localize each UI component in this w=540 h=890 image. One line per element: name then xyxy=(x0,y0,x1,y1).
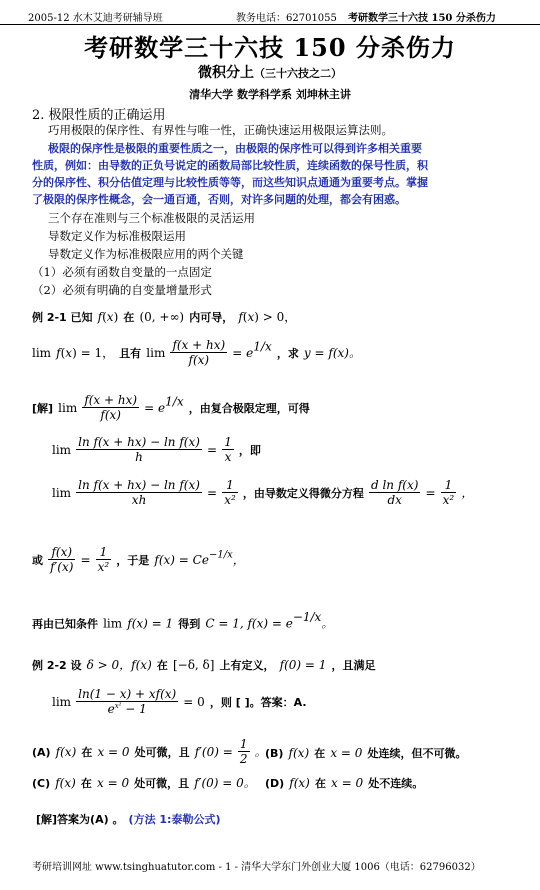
answer-text: [解]答案为(A) 。 xyxy=(36,813,124,826)
text-fragment: ，则 [ ]。答案：A. xyxy=(209,696,307,709)
text-fragment: 上有定义， xyxy=(219,659,275,672)
numerator: 1 xyxy=(96,545,112,560)
text-fragment: ，即 xyxy=(238,444,261,457)
intro-paragraph: 巧用极限的保序性、有界性与唯一性，正确快速运用极限运算法则。 xyxy=(48,123,393,137)
numerator: ln f(x + hx) − ln f(x) xyxy=(78,435,200,449)
fraction xyxy=(76,687,178,716)
formula: ( xyxy=(242,310,248,324)
formula: x = 0 xyxy=(97,745,130,759)
formula: 。 xyxy=(321,616,334,631)
fraction xyxy=(96,545,112,574)
fraction xyxy=(170,338,227,367)
subtitle-small: （三十六技之二） xyxy=(254,67,342,80)
option-a-row xyxy=(32,737,267,766)
example-1-step-2 xyxy=(52,478,473,507)
formula: [−δ, δ] xyxy=(172,658,215,672)
text-fragment: 在 xyxy=(80,777,92,790)
formula: f(x) = 1 xyxy=(127,616,174,631)
fraction xyxy=(222,478,238,507)
page-title: 考研数学三十六技 150 分杀伤力 xyxy=(84,33,456,62)
answer-line xyxy=(36,808,220,827)
denominator: x² xyxy=(442,493,455,507)
blue-line-1: 极限的保序性是极限的重要性质之一，由极限的保序性可以得到许多相关重要 xyxy=(48,142,422,155)
formula: f(x) xyxy=(55,776,76,790)
formula: ， xyxy=(461,486,474,500)
formula: 。 xyxy=(254,745,267,759)
example-1-conclusion xyxy=(32,610,333,631)
exponent: 1/x xyxy=(253,339,272,354)
plain-line-3: 导数定义作为标准极限应用的两个关键 xyxy=(48,247,244,261)
formula: x = 0 xyxy=(97,776,130,790)
formula: lim xyxy=(103,616,123,631)
numerator: f(x + hx) xyxy=(172,338,226,352)
fraction xyxy=(222,435,234,464)
text-fragment: ，由复合极限定理，可得 xyxy=(188,402,310,415)
option-d-label: (D) xyxy=(265,777,285,790)
text-fragment: 在 xyxy=(156,659,168,672)
denominator: $e^{x^2} - 1$ xyxy=(107,702,147,716)
denominator: 2 xyxy=(239,752,248,766)
text-fragment: ，且满足 xyxy=(331,659,376,672)
option-b-row xyxy=(265,742,467,761)
fraction xyxy=(82,393,139,422)
example-1-step-3 xyxy=(32,545,245,574)
formula: lim xyxy=(32,346,52,360)
formula: ( xyxy=(60,346,66,360)
text-fragment: 在 xyxy=(123,311,135,324)
blue-line-3: 分的保序性、积分估值定理与比较性质等等，而这些知识点通通为重要考点。掌握 xyxy=(32,176,428,189)
formula: f(x) xyxy=(55,745,77,759)
option-a-label: (A) xyxy=(32,746,51,759)
header-right: 考研数学三十六技 150 分杀伤力 xyxy=(348,13,496,24)
example-1-solution-start xyxy=(32,393,310,422)
fraction xyxy=(369,478,420,507)
formula: (0, +∞) xyxy=(139,310,185,324)
formula: f′(0) = xyxy=(194,745,233,759)
formula: x xyxy=(106,310,114,324)
numerator: 1 xyxy=(239,737,248,751)
numerator: 1 xyxy=(441,478,457,493)
denominator: h xyxy=(135,450,143,464)
denominator: xh xyxy=(131,493,147,507)
formula: f xyxy=(97,310,103,324)
text-fragment: 在 xyxy=(314,747,326,760)
text-fragment: 内可导， xyxy=(189,311,234,324)
numerator: d ln f(x) xyxy=(370,478,419,492)
text-fragment: ，于是 xyxy=(116,554,150,567)
text-fragment: 且有 xyxy=(119,347,142,360)
option-c-row xyxy=(32,772,256,791)
formula: = e xyxy=(144,401,166,415)
denominator: dx xyxy=(387,493,402,507)
exponent: 1/x xyxy=(165,394,184,409)
blue-line-4: 了极限的保序性概念，会一通百通，否则，对许多问题的处理，都会有困惑。 xyxy=(32,193,406,206)
page-footer: 考研培训网址 www.tsinghuatutor.com - 1 - 清华大学东门外创业大厦 1006（电话：62796032） xyxy=(32,862,481,873)
formula: = xyxy=(207,443,218,457)
formula: f(0) = 1 xyxy=(279,658,327,672)
section-title: 2. 极限性质的正确运用 xyxy=(32,108,166,123)
example-2-condition xyxy=(52,687,307,716)
text-fragment: 在 xyxy=(81,746,93,759)
fraction xyxy=(76,435,202,464)
formula: ) xyxy=(113,310,119,324)
formula: f(x) xyxy=(289,776,310,790)
numerator: f(x + hx) xyxy=(84,393,138,407)
solution-label: [解] xyxy=(32,402,54,415)
formula: lim xyxy=(52,486,72,500)
formula: x xyxy=(247,310,255,324)
formula: = xyxy=(207,486,218,500)
text-fragment: 再由已知条件 xyxy=(32,617,98,631)
formula: = 0 xyxy=(183,695,205,709)
example-1-condition xyxy=(32,338,361,367)
subtitle xyxy=(0,62,540,82)
example-1-label: 例 2-1 已知 xyxy=(32,311,93,324)
formula: lim xyxy=(52,443,72,457)
option-d-row xyxy=(265,772,423,791)
text-fragment: 处可微，且 xyxy=(134,746,190,759)
formula: f(x) xyxy=(288,746,310,760)
example-1-step-1 xyxy=(52,435,261,464)
text-fragment: 处不连续。 xyxy=(368,777,424,790)
example-1-statement xyxy=(32,306,296,325)
plain-line-4: （1）必须有函数自变量的一点固定 xyxy=(32,265,212,279)
formula: y = f(x)。 xyxy=(303,346,361,360)
text-fragment: ，由导数定义得微分方程 xyxy=(242,487,364,500)
subtitle-main: 微积分上 xyxy=(198,65,254,81)
formula: x = 0 xyxy=(330,746,363,760)
formula: f xyxy=(56,346,61,360)
text-fragment: ，求 xyxy=(276,347,299,360)
formula: = xyxy=(425,486,436,500)
formula: ， xyxy=(232,553,245,567)
header-rule xyxy=(0,24,540,25)
formula: x = 0 xyxy=(331,776,364,790)
formula: f′(0) = 0。 xyxy=(194,776,256,790)
fraction xyxy=(48,545,75,574)
exponent: −1/x xyxy=(208,549,233,561)
text-fragment: 得到 xyxy=(178,617,201,631)
numerator: 1 xyxy=(224,435,232,449)
numerator: f(x) xyxy=(48,545,75,560)
header-phone: 教务电话：62701055 xyxy=(236,13,337,24)
text-fragment: 或 xyxy=(32,554,43,567)
formula: ) > 0， xyxy=(254,310,297,324)
formula: = xyxy=(80,553,91,567)
formula: lim xyxy=(58,401,78,415)
example-2-statement xyxy=(32,654,376,673)
method-text: (方法 1:泰勒公式) xyxy=(128,813,221,826)
header-left: 2005-12 水木艾迪考研辅导班 xyxy=(28,13,163,24)
denominator: f(x) xyxy=(100,408,121,422)
denominator: x² xyxy=(224,493,236,507)
formula: ( xyxy=(102,310,107,324)
formula: f(x) = Ce xyxy=(154,553,209,567)
text-fragment: 在 xyxy=(314,777,326,790)
fraction xyxy=(441,478,457,507)
formula: δ > 0，f(x) xyxy=(86,658,152,672)
example-2-label: 例 2-2 设 xyxy=(32,659,82,672)
text-fragment: 处连续，但不可微。 xyxy=(367,747,467,760)
plain-line-2: 导数定义作为标准极限运用 xyxy=(48,229,186,243)
numerator: ln f(x + hx) − ln f(x) xyxy=(78,478,200,492)
option-c-label: (C) xyxy=(32,777,51,790)
denominator: f(x) xyxy=(188,353,210,367)
plain-line-5: （2）必须有明确的自变量增量形式 xyxy=(32,283,212,297)
author-line: 清华大学 数学科学系 刘坤林主讲 xyxy=(189,88,351,101)
numerator: ln(1 − x) + xf(x) xyxy=(78,687,177,701)
formula: x xyxy=(65,346,73,360)
fraction xyxy=(76,478,202,507)
formula: lim xyxy=(52,695,72,709)
formula: f xyxy=(238,310,243,324)
formula: C = 1, f(x) = e xyxy=(205,616,293,631)
option-b-label: (B) xyxy=(265,747,284,760)
formula: ) = 1， xyxy=(72,346,115,360)
formula: = e xyxy=(232,346,254,360)
blue-line-2: 性质，例如：由导数的正负号说定的函数局部比较性质，连续函数的保号性质，积 xyxy=(32,159,428,172)
plain-line-1: 三个存在准则与三个标准极限的灵活运用 xyxy=(48,211,255,225)
denominator: x² xyxy=(97,560,110,574)
formula: lim xyxy=(146,346,166,360)
text-fragment: 处可微，且 xyxy=(134,777,190,790)
denominator: f′(x) xyxy=(50,560,74,574)
denominator: x xyxy=(224,450,232,464)
fraction xyxy=(238,737,250,766)
numerator: 1 xyxy=(222,478,238,493)
exponent: −1/x xyxy=(292,610,322,624)
